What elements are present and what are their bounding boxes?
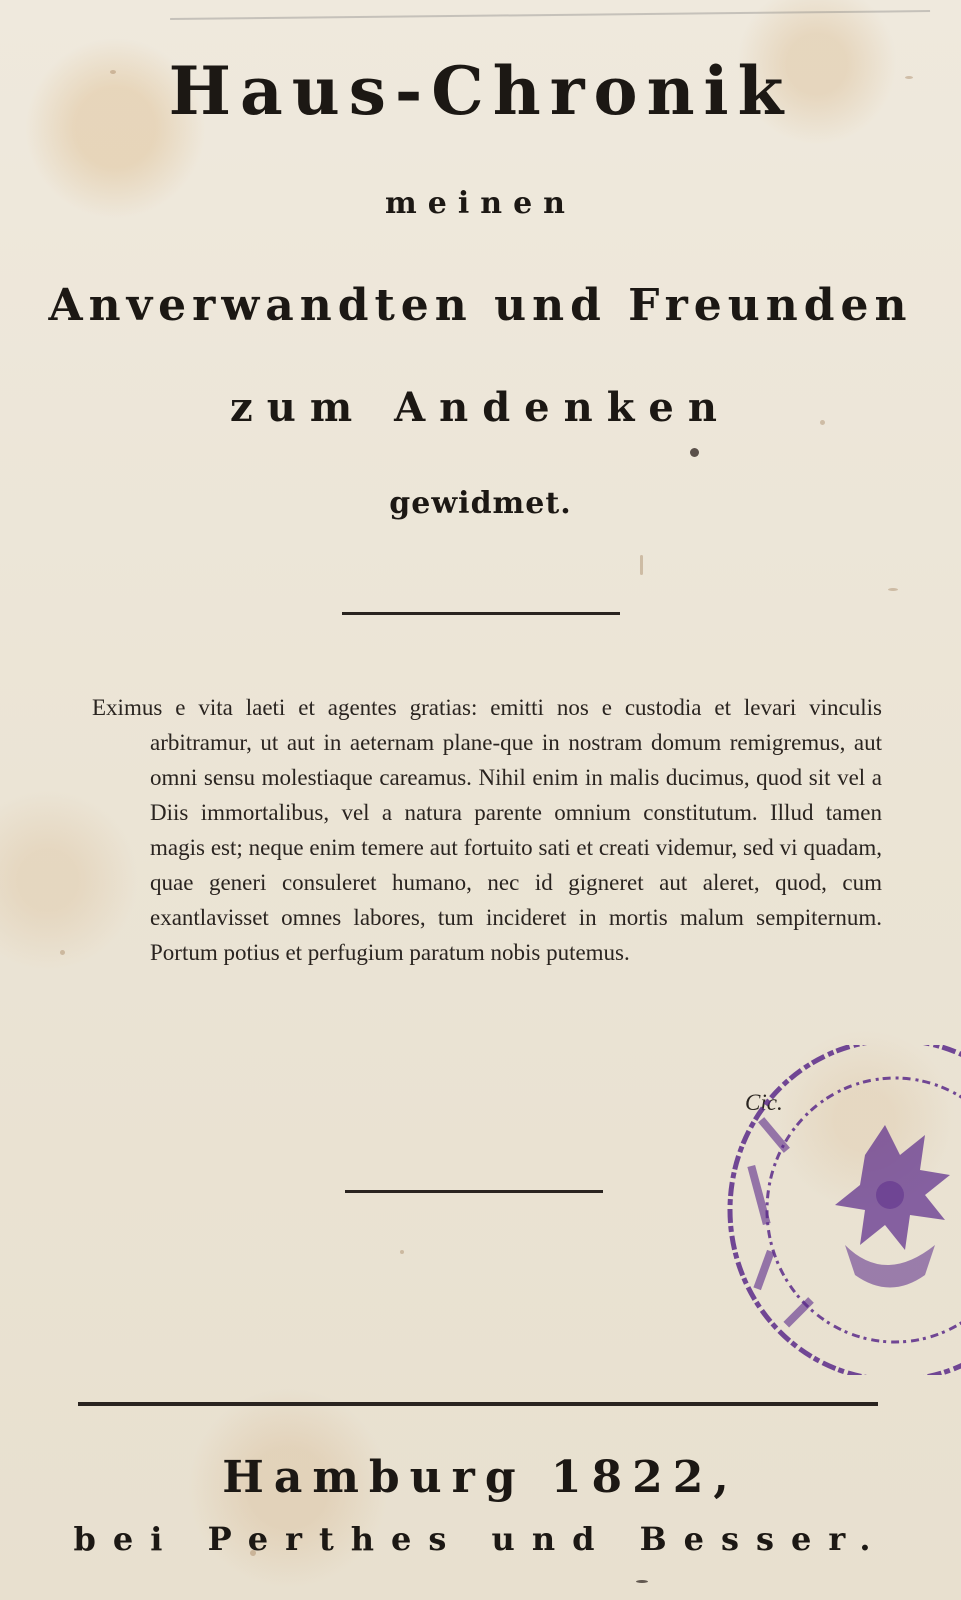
title-line-meinen: meinen [385, 186, 576, 221]
imprint-rule [78, 1402, 878, 1406]
epigraph-citation: Cic. [745, 1090, 783, 1115]
imprint-place-year: Hamburg 1822, [222, 1452, 739, 1503]
pencil-mark [170, 0, 930, 20]
middle-rule [345, 1190, 603, 1193]
paper-speck [400, 1250, 404, 1254]
paper-speck [690, 448, 699, 457]
paper-speck [888, 588, 898, 591]
epigraph-text: Eximus e vita laeti et agentes gratias: emitti nos e custodia et levari vinculis arbitramur, ut aut in aeternam plane-que in nostram domum remigremus, aut omni sensu molestiaque careamus. Nihil enim in malis ducimus, quod sit vel a Diis immortalibus, vel a natura parente omnium constitutum. Illud tamen magis est; neque enim temere aut fortuito sati et creati videmur, sed vi quadam, quae generi consuleret humano, nec id gigneret aut aleret, quod, cum exantlavisset omnes labores, tum incideret in mortis malum sempiternum. Portum potius et perfugium paratum nobis putemus. [92, 695, 882, 965]
paper-speck [640, 555, 643, 575]
book-title: Haus-Chronik [168, 52, 793, 130]
upper-rule [342, 612, 620, 615]
epigraph-quote [92, 690, 882, 970]
title-line-gewidmet: gewidmet. [389, 486, 572, 521]
title-line-andenken: zum Andenken [230, 384, 731, 431]
imprint-publisher: bei Perthes und Besser. [73, 1520, 888, 1558]
paper-speck [60, 950, 65, 955]
paper-speck [636, 1580, 648, 1583]
title-line-anverwandten: Anverwandten und Freunden [48, 280, 913, 331]
